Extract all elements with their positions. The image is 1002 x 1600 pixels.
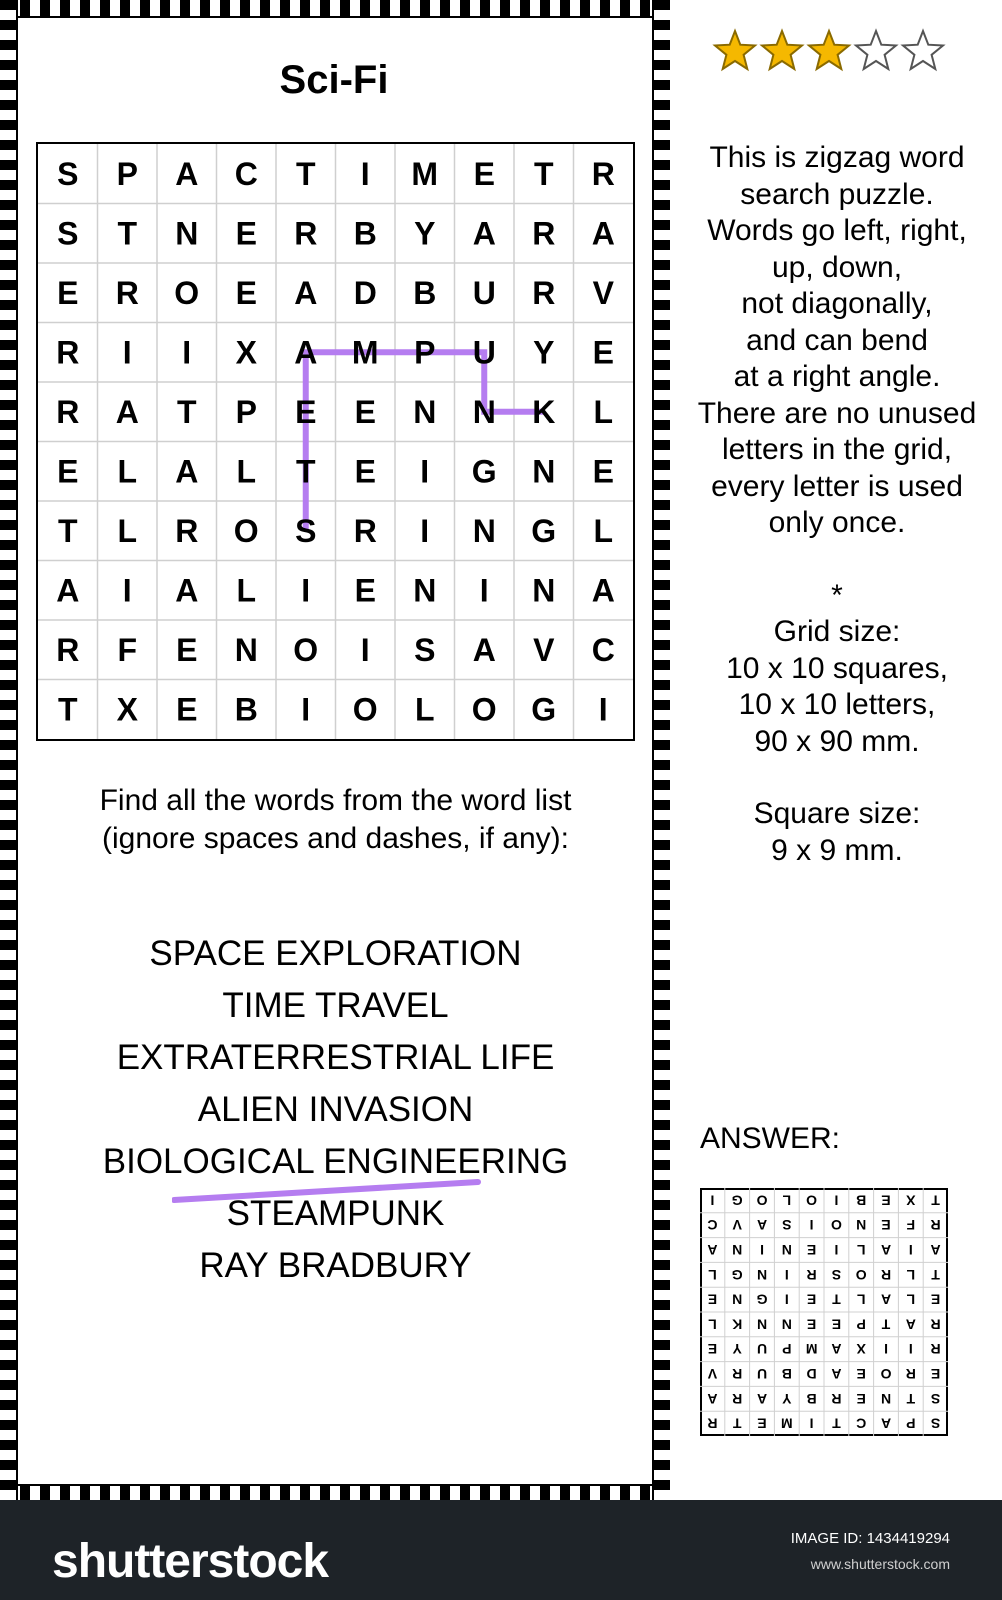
grid-letter: S [57,215,79,252]
grid-letter: A [591,572,615,609]
grid-letter: U [472,334,496,371]
answer-letter: X [906,1192,916,1209]
answer-letter: I [809,1415,814,1432]
answer-letter: R [930,1316,941,1333]
grid-letter: D [353,274,377,311]
grid-letter: T [176,393,197,430]
answer-letter: A [756,1217,768,1234]
grid-letter: R [294,215,318,252]
grid-letter: I [479,572,489,609]
answer-letter: T [832,1291,841,1308]
answer-letter: S [930,1415,941,1432]
info-line: every letter is used [711,469,963,503]
grid-letter: V [533,631,555,668]
grid-letter: A [175,453,199,490]
answer-letter: R [707,1415,718,1432]
answer-letter: U [756,1366,768,1382]
info-line: and can bend [746,323,928,357]
info-line [672,760,1002,796]
grid-letter: I [122,334,132,371]
answer-letter: R [806,1266,817,1283]
word-item-found: STEAMPUNK [226,1194,445,1233]
answer-letter: R [732,1366,743,1382]
site-url: www.shutterstock.com [810,1556,950,1572]
grid-letter: X [235,334,257,371]
grid-letter: C [234,155,258,192]
grid-letter: B [353,215,377,252]
answer-letter: L [906,1291,916,1308]
info-line: 90 x 90 mm. [754,724,920,758]
answer-letter: E [707,1341,718,1358]
info-line: not diagonally, [741,287,933,320]
answer-letter: S [930,1390,941,1407]
answer-letter: R [930,1341,941,1358]
word-item: TIME TRAVEL [222,986,449,1025]
grid-letter: O [174,274,200,311]
answer-letter: T [732,1415,742,1432]
grid-letter: L [593,512,614,549]
answer-letter: T [832,1415,841,1432]
grid-letter: O [233,512,259,549]
answer-letter: A [880,1242,892,1258]
grid-letter: A [294,274,318,311]
grid-letter: T [295,155,316,192]
grid-letter: T [295,453,316,490]
instruction-line: Find all the words from the word list [99,784,572,817]
answer-letter: Y [782,1390,792,1407]
grid-letter: R [56,334,80,371]
word-item: EXTRATERRESTRIAL LIFE [116,1038,555,1077]
grid-letter: X [116,691,138,728]
answer-letter: I [834,1242,839,1258]
grid-letter: E [354,453,376,490]
info-line: only once. [768,506,906,539]
info-line: up, down, [771,250,903,284]
grid-letter: O [293,631,319,668]
grid-letter: I [420,512,430,549]
grid-letter: L [593,393,614,430]
grid-letter: I [360,631,370,668]
answer-grid [700,1188,948,1441]
grid-letter: L [414,691,435,728]
difficulty-rating [712,28,952,83]
star-icon [715,31,755,69]
answer-letter: E [806,1316,817,1333]
answer-letter: L [856,1291,866,1308]
answer-letter: O [806,1192,818,1209]
answer-letter: E [831,1316,842,1333]
answer-letter: N [880,1390,892,1407]
grid-letter: R [115,274,139,311]
info-line: search puzzle. [740,177,934,211]
instruction-line: (ignore spaces and dashes, if any): [102,822,569,855]
answer-letter: A [707,1242,718,1258]
answer-letter: A [880,1291,892,1308]
grid-letter: L [236,572,257,609]
grid-letter: A [294,334,318,371]
grid-letter: O [352,691,378,728]
answer-letter: E [707,1291,718,1308]
answer-letter: E [757,1415,767,1432]
grid-letter: B [234,691,258,728]
grid-letter: A [472,215,496,252]
answer-letter: A [930,1242,941,1258]
grid-letter: T [533,155,554,192]
answer-label: ANSWER: [700,1122,841,1155]
grid-letter: M [351,334,379,371]
grid-letter: A [472,631,496,668]
grid-letter: E [57,274,79,311]
word-search-grid [36,142,635,741]
answer-letter: T [931,1266,940,1283]
answer-letter: I [809,1217,814,1234]
grid-letter: E [592,334,614,371]
grid-letter: P [235,393,257,430]
star-icon [762,31,802,69]
info-line: letters in the grid, [721,433,953,466]
shutterstock-logo: shutterstock [52,1535,329,1588]
grid-letter: I [301,572,311,609]
answer-letter: R [880,1266,892,1283]
grid-letter: N [234,631,258,668]
answer-letter: G [731,1266,743,1283]
grid-letter: I [360,155,370,192]
word-item: ALIEN INVASION [197,1090,474,1129]
grid-letter: A [56,572,80,609]
grid-letter: I [301,691,311,728]
grid-letter: S [414,631,436,668]
answer-letter: I [760,1242,764,1258]
grid-letter: E [235,274,257,311]
word-item: BIOLOGICAL ENGINEERING [102,1142,569,1181]
answer-letter: E [856,1366,866,1382]
grid-letter: I [420,453,430,490]
answer-letter: R [930,1217,941,1234]
word-item: RAY BRADBURY [199,1246,472,1285]
checker-border-top [0,0,668,18]
answer-letter: T [881,1316,891,1333]
grid-letter: A [115,393,139,430]
answer-letter: D [806,1366,817,1382]
answer-letter: L [856,1242,866,1258]
answer-letter: O [756,1192,768,1209]
grid-letter: N [472,393,496,430]
info-line: Square size: [753,797,921,830]
answer-letter: C [707,1217,718,1234]
info-line: This is zigzag word [709,141,965,174]
grid-letter: G [531,512,557,549]
answer-letter: K [732,1316,743,1333]
answer-letter: N [732,1242,743,1258]
grid-letter: L [236,453,257,490]
grid-letter: F [117,631,138,668]
grid-letter: L [117,512,138,549]
info-line [672,542,1002,578]
answer-letter: I [884,1341,888,1358]
answer-letter: N [856,1217,867,1234]
grid-letter: R [56,631,80,668]
grid-letter: I [598,691,608,728]
answer-letter: I [908,1242,913,1258]
answer-letter: T [906,1390,916,1407]
grid-letter: R [532,274,556,311]
grid-letter: M [411,155,439,192]
grid-letter: R [532,215,556,252]
answer-letter: I [784,1266,789,1283]
grid-letter: G [531,691,557,728]
info-line: 10 x 10 letters, [738,688,936,721]
grid-letter: K [532,393,556,430]
puzzle-title: Sci-Fi [279,58,389,102]
info-line: 10 x 10 squares, [726,651,948,685]
rating-stars [712,28,952,78]
puzzle-info [672,140,1002,869]
grid-letter: V [592,274,614,311]
grid-letter: R [591,155,615,192]
info-line: Grid size: [773,615,901,648]
answer-letter: M [805,1341,818,1358]
answer-letter: E [806,1242,817,1258]
grid-letter: O [471,691,497,728]
grid-letter: E [473,155,495,192]
answer-letter: N [732,1291,743,1308]
answer-letter: C [856,1415,867,1432]
info-line: There are no unused [697,396,977,430]
grid-letter: Y [414,215,436,252]
answer-letter: N [781,1316,792,1333]
answer-letter: R [831,1390,842,1407]
answer-rotated-group [700,1188,948,1436]
grid-letter: E [354,393,376,430]
answer-letter: I [908,1341,913,1358]
checker-border-left [0,0,18,1500]
grid-letter: R [353,512,377,549]
answer-letter: N [756,1266,768,1283]
grid-letter: E [176,631,198,668]
checker-border-right [652,0,670,1500]
info-line: 9 x 9 mm. [771,833,903,867]
info-line: at a right angle. [733,360,941,393]
grid-letter: P [414,334,436,371]
grid-letter: T [57,512,78,549]
grid-letter: N [413,572,437,609]
star-icon [903,31,943,69]
answer-letter: N [756,1316,768,1333]
grid-letter: S [57,155,79,192]
grid-letter: I [122,572,132,609]
answer-letter: B [781,1366,792,1382]
grid-letter: R [175,512,199,549]
grid-letter: E [354,572,376,609]
answer-letter: U [756,1341,768,1358]
answer-letter: L [708,1316,717,1333]
answer-letter: L [906,1266,916,1283]
info-line: * [831,578,843,612]
grid-letter: T [57,691,78,728]
answer-letter: A [880,1415,892,1432]
grid-letter: T [117,215,138,252]
answer-letter: G [756,1291,768,1308]
answer-letter: A [831,1341,842,1358]
answer-letter: G [731,1192,743,1209]
grid-letter: Y [533,334,555,371]
answer-letter: E [806,1291,817,1308]
answer-letter: L [708,1266,717,1283]
grid-letter: N [532,572,556,609]
answer-letter: M [780,1415,793,1432]
answer-letter: V [732,1217,742,1234]
answer-letter: T [931,1192,940,1209]
answer-letter: F [906,1217,916,1234]
word-item: SPACE EXPLORATION [149,934,522,973]
grid-letter: E [57,453,79,490]
grid-letter: P [116,155,138,192]
answer-letter: E [881,1192,891,1209]
answer-letter: O [880,1366,892,1382]
found-word-strike [172,1176,482,1206]
answer-letter: A [756,1390,768,1407]
answer-letter: B [856,1192,867,1209]
grid-letter: A [175,155,199,192]
answer-letter: E [856,1390,866,1407]
answer-letter: X [856,1341,866,1358]
grid-letter: E [592,453,614,490]
answer-letter: E [930,1291,941,1308]
answer-letter: O [830,1217,842,1234]
answer-letter: A [707,1390,718,1407]
answer-letter: N [781,1242,792,1258]
answer-letter: B [806,1390,817,1407]
grid-letter: E [235,215,257,252]
image-id: IMAGE ID: 1434419294 [790,1530,950,1547]
answer-letter: P [856,1316,866,1333]
grid-letter: A [175,572,199,609]
grid-letter: N [175,215,199,252]
grid-letter: R [56,393,80,430]
word-list [36,928,635,1292]
answer-letter: P [782,1341,792,1358]
answer-letter: E [881,1217,891,1234]
answer-letter: R [732,1390,743,1407]
grid-letter: N [472,512,496,549]
answer-letter: S [831,1266,842,1283]
answer-letter: L [782,1192,792,1209]
answer-letter: A [905,1316,916,1333]
grid-letter: L [117,453,138,490]
answer-letter: A [831,1366,842,1382]
grid-letter: A [591,215,615,252]
answer-grid-canvas [700,1188,948,1436]
answer-letter: I [710,1192,715,1209]
instructions [36,782,635,858]
grid-letter: I [182,334,192,371]
grid-letter: N [413,393,437,430]
answer-letter: Y [732,1341,742,1358]
star-icon [809,31,849,69]
answer-letter: R [905,1366,916,1382]
grid-canvas [38,144,633,739]
grid-letter: G [471,453,497,490]
answer-letter: S [782,1217,792,1234]
answer-letter: P [906,1415,916,1432]
grid-letter: B [413,274,437,311]
answer-letter: I [784,1291,789,1308]
grid-letter: E [176,691,198,728]
grid-letter: E [295,393,317,430]
grid-letter: N [532,453,556,490]
grid-letter: C [591,631,615,668]
grid-letter: U [472,274,496,311]
answer-letter: O [855,1266,867,1283]
answer-letter: E [930,1366,941,1382]
star-icon [856,31,896,69]
answer-letter: V [707,1366,718,1382]
answer-letter: I [834,1192,839,1209]
grid-letter: S [295,512,317,549]
info-line: Words go left, right, [707,214,967,247]
